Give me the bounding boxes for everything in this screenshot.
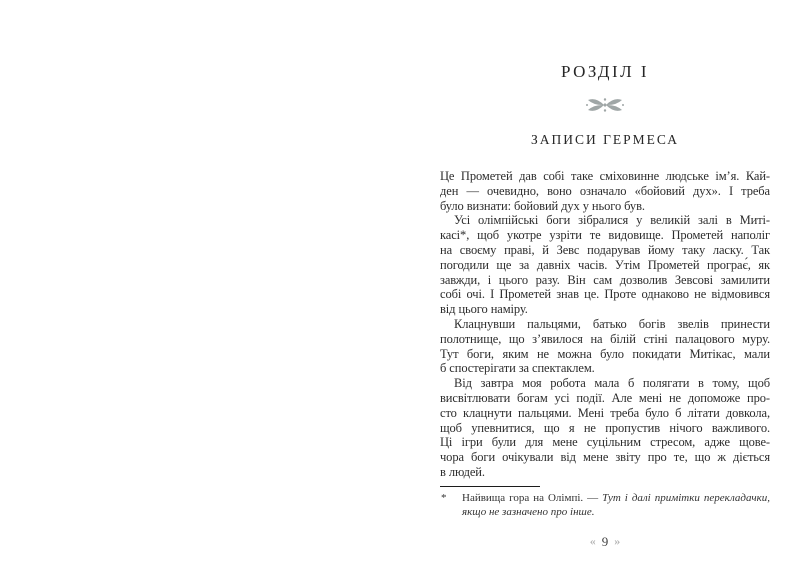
text-line: сто клацнути пальцями. Мені треба було б літати довкола, bbox=[440, 405, 770, 420]
chapter-ornament-icon bbox=[440, 94, 770, 116]
text-line: завжди, і цього разу. Він сам дозволив Зевсові замилити bbox=[440, 272, 770, 287]
text-line: щоб упевнитися, що я не пропустив нічого важливого. bbox=[440, 420, 770, 435]
text-line: чора боги очікували від мене звіту про те, що ж діється bbox=[440, 450, 770, 465]
footnote-marker: * bbox=[441, 492, 447, 505]
text-line: від цього наміру. bbox=[440, 302, 528, 317]
page-number: 9 bbox=[601, 533, 609, 549]
text-line: в людей. bbox=[440, 464, 485, 479]
section-title: ЗАПИСИ ГЕРМЕСА bbox=[530, 132, 680, 147]
text-line: Від завтра моя робота мала б полягати в тому, щоб bbox=[454, 376, 770, 391]
body-text bbox=[440, 169, 770, 480]
text-line: Тут боги, яким не можна було покидати Митікас, мали bbox=[440, 346, 770, 361]
chapter-title: РОЗДІЛ І bbox=[560, 62, 650, 81]
folio bbox=[440, 535, 770, 549]
footnote-rule bbox=[440, 486, 540, 488]
text-column bbox=[440, 0, 770, 549]
folio-right-ornament-icon: » bbox=[614, 534, 621, 549]
folio-left-ornament-icon: « bbox=[589, 534, 596, 549]
footnote-line: Найвища гора на Олімпі. — Тут і далі примітки перекладачки, bbox=[462, 492, 770, 505]
text-line: Це Прометей дав собі таке сміховинне людське ім’я. Кай- bbox=[440, 169, 770, 183]
footnote-line: якщо не зазначено про інше. bbox=[462, 506, 595, 519]
text-line: ден — очевидно, воно означало «бойовий дух». І треба bbox=[440, 183, 770, 198]
text-line: б спостерігати за спектаклем. bbox=[440, 361, 595, 376]
text-line: собі очі. І Прометей знав це. Проте однаково не відмовився bbox=[440, 287, 770, 302]
footnote-text bbox=[462, 491, 770, 519]
text-line: полотнище, що з’явилося на білій стіні палацового муру. bbox=[440, 331, 770, 346]
text-line: погодили ще за давніх часів. Утім Прометей програє́, як bbox=[440, 257, 770, 272]
text-line: на своєму праві, й Зевс подарував йому таку ласку. Так bbox=[440, 242, 770, 257]
text-line: касі*, щоб укотре узріти те видовище. Прометей наполіг bbox=[440, 228, 770, 243]
text-line: Усі олімпійські боги зібралися у великій залі в Миті- bbox=[454, 213, 770, 228]
text-line: Ці ігри були для мене суцільним стресом, адже щове- bbox=[440, 435, 770, 450]
footnote bbox=[440, 491, 770, 519]
text-line: Клацнувши пальцями, батько богів звелів принести bbox=[454, 316, 770, 331]
text-line: висвітлювати богам усі події. Але мені не допоможе про- bbox=[440, 390, 770, 405]
text-line: було визнати: бойовий дух у нього був. bbox=[440, 198, 645, 213]
